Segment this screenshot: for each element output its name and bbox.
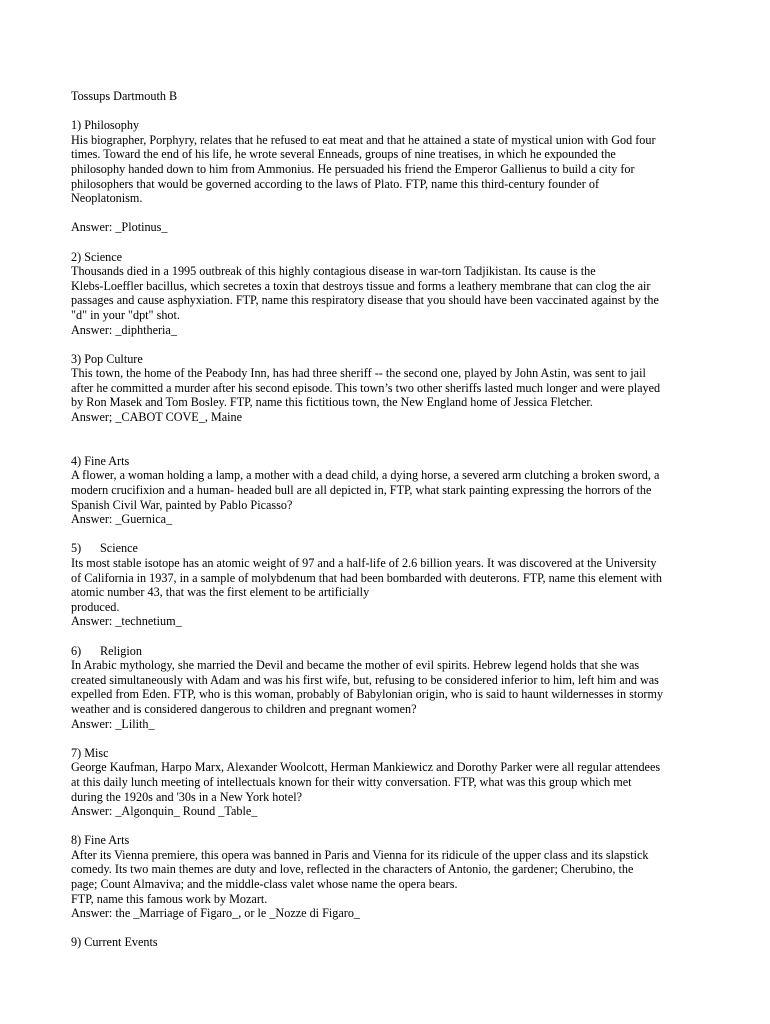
question-text-line: FTP, name this famous work by Mozart. [71, 891, 268, 906]
question-header: 7) Misc [71, 745, 109, 760]
question-text-line: during the 1920s and '30s in a New York hotel? [71, 789, 303, 804]
question-text-line: In Arabic mythology, she married the Devil and became the mother of evil spirits. Hebrew legend holds that she was [71, 658, 640, 673]
question-5 [71, 541, 699, 629]
question-text-line: produced. [71, 599, 120, 614]
question-answer: Answer: _technetium_ [71, 614, 182, 629]
question-text-line: Thousands died in a 1995 outbreak of this highly contagious disease in war-torn Tadjikistan. Its cause is the [71, 264, 596, 279]
question-1 [71, 118, 699, 206]
question-text-line: modern crucifixion and a human- headed bull are all depicted in, FTP, what stark painting expressing the horrors of the [71, 483, 652, 498]
question-text-line: at this daily lunch meeting of intellectuals known for their witty conversation. FTP, what was this group which met [71, 774, 632, 789]
question-text-line: of California in 1937, in a sample of molybdenum that had been bombarded with deuterons. FTP, name this element with [71, 570, 662, 585]
question-text-line: times. Toward the end of his life, he wrote several Enneads, groups of nine treatises, in which he expounded the [71, 147, 616, 162]
question-category: Religion [100, 643, 142, 658]
question-answer: Answer: _Plotinus_ [71, 220, 168, 235]
question-6 [71, 644, 699, 732]
question-text-line: Neoplatonism. [71, 191, 143, 206]
question-number: 6) [71, 643, 82, 658]
question-text-line: "d" in your "dpt" shot. [71, 307, 180, 322]
question-text-line: weather and is considered dangerous to children and pregnant women? [71, 701, 417, 716]
question-category: Science [100, 541, 138, 556]
question-answer: Answer; _CABOT COVE_, Maine [71, 410, 243, 425]
question-text-line: philosophy handed down to him from Ammonius. He persuaded his friend the Emperor Gallienus to build a city for [71, 161, 635, 176]
question-2 [71, 250, 699, 338]
question-text-line: After its Vienna premiere, this opera was banned in Paris and Vienna for its ridicule of the upper class and its slapstick [71, 847, 649, 862]
question-text-line: expelled from Eden. FTP, who is this woman, probably of Babylonian origin, who is said to haunt wildernesses in stormy [71, 687, 664, 702]
question-answer: Answer: _Guernica_ [71, 512, 173, 527]
document-page [71, 89, 699, 950]
question-header: 4) Fine Arts [71, 453, 130, 468]
question-text-line: His biographer, Porphyry, relates that he refused to eat meat and that he attained a state of mystical union with God four [71, 132, 656, 147]
document-title: Tossups Dartmouth B [71, 89, 178, 103]
question-text-line: atomic number 43, that was the first element to be artificially [71, 585, 370, 600]
question-header: 9) Current Events [71, 935, 158, 950]
spacer [71, 425, 699, 454]
question-4 [71, 454, 699, 527]
question-text-line: page; Count Almaviva; and the middle-class valet whose name the opera bears. [71, 877, 458, 892]
question-7 [71, 746, 699, 819]
question-text-line: created simultaneously with Adam and was his first wife, but, refusing to be considered inferior to him, left him and was [71, 672, 659, 687]
question-answer: Answer: _Lilith_ [71, 716, 155, 731]
question-header: 1) Philosophy [71, 118, 140, 133]
question-text-line: A flower, a woman holding a lamp, a mother with a dead child, a dying horse, a severed arm clutching a broken sword, a [71, 468, 660, 483]
question-header [71, 541, 699, 556]
question-3 [71, 352, 699, 425]
question-text-line: Its most stable isotope has an atomic weight of 97 and a half-life of 2.6 billion years. It was discovered at the University [71, 556, 657, 570]
question-number: 5) [71, 541, 82, 556]
question-text-line: after he committed a murder after his second episode. This town’s two other sheriffs lasted much longer and were played [71, 380, 661, 395]
question-8 [71, 833, 699, 921]
question-answer: Answer: the _Marriage of Figaro_, or le _Nozze di Figaro_ [71, 906, 361, 921]
question-answer: Answer: _Algonquin_ Round _Table_ [71, 804, 258, 819]
question-text-line: Klebs-Loeffler bacillus, which secretes a toxin that destroys tissue and forms a leathery membrane that can clog the air [71, 278, 651, 293]
question-text-line: George Kaufman, Harpo Marx, Alexander Woolcott, Herman Mankiewicz and Dorothy Parker were all regular attendees [71, 760, 661, 775]
question-header: 2) Science [71, 249, 123, 264]
question-text-line: by Ron Masek and Tom Bosley. FTP, name this fictitious town, the New England home of Jessica Fletcher. [71, 395, 593, 410]
question-text-line: This town, the home of the Peabody Inn, has had three sheriff -- the second one, played by John Astin, was sent to jail [71, 366, 646, 381]
question-9 [71, 935, 699, 950]
question-header: 3) Pop Culture [71, 351, 143, 366]
question-text-line: passages and cause asphyxiation. FTP, name this respiratory disease that you should have been vaccinated against by the [71, 293, 659, 308]
question-text-line: Spanish Civil War, painted by Pablo Picasso? [71, 497, 293, 512]
question-text-line: comedy. Its two main themes are duty and love, reflected in the characters of Antonio, the gardener; Cherubino, the [71, 862, 634, 877]
question-text-line: philosophers that would be governed according to the laws of Plato. FTP, name this third-century founder of [71, 176, 600, 191]
question-header: 8) Fine Arts [71, 833, 130, 848]
question-answer: Answer: _diphtheria_ [71, 322, 177, 337]
question-header [71, 644, 699, 659]
